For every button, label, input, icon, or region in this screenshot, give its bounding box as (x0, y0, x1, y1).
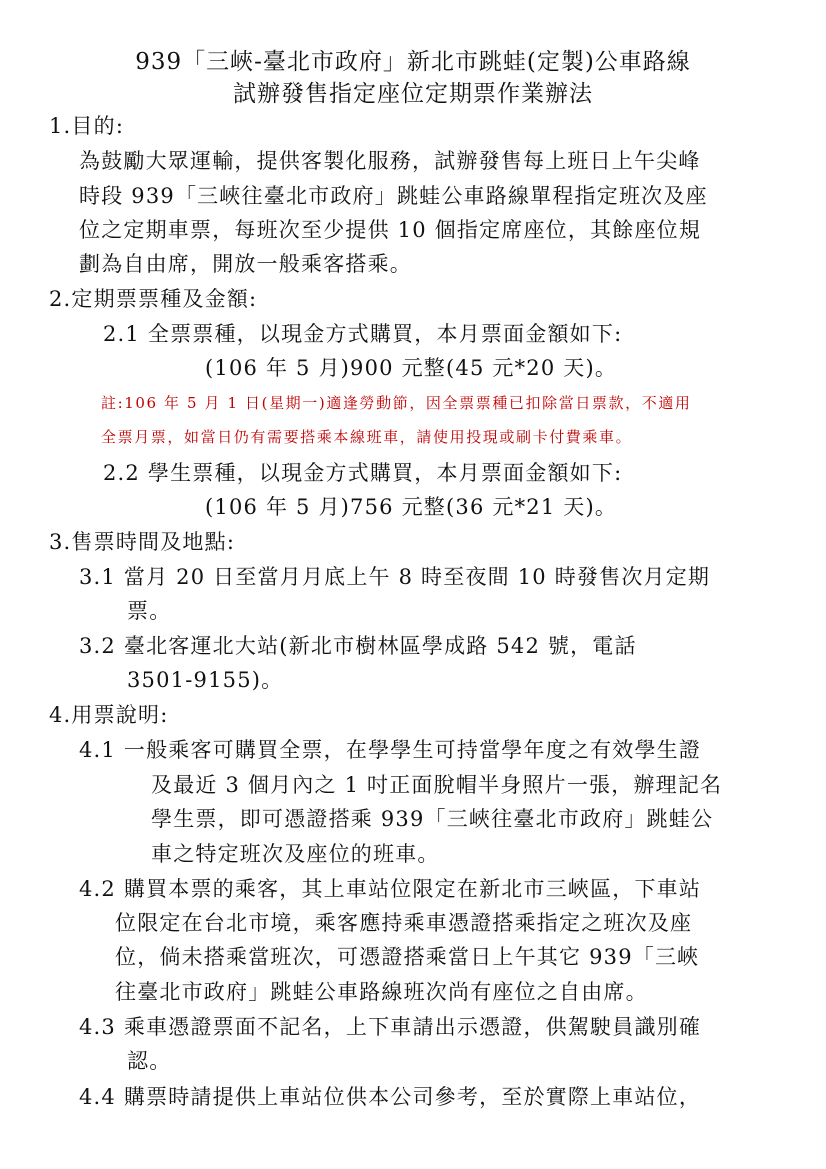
item-2-2-price: (106 年 5 月)756 元整(36 元*21 天)。 (205, 495, 618, 519)
section-1-paragraph-line-3: 位之定期車票，每班次至少提供 10 個指定席座位，其餘座位規 (79, 218, 702, 242)
section-1-paragraph-line-4: 劃為自由席，開放一般乘客搭乘。 (79, 252, 412, 276)
item-4-1-line-3: 學生票，即可憑證搭乘 939「三峽往臺北市政府」跳蛙公 (151, 807, 714, 831)
item-2-2-text: 2.2 學生票種，以現金方式購買，本月票面金額如下: (103, 461, 623, 485)
item-2-1-price: (106 年 5 月)900 元整(45 元*20 天)。 (205, 356, 618, 380)
item-4-4-line-1: 4.4 購票時請提供上車站位供本公司參考，至於實際上車站位， (79, 1085, 702, 1109)
item-4-3-line-1: 4.3 乘車憑證票面不記名，上下車請出示憑證，供駕駛員識別確 (79, 1015, 702, 1039)
item-3-1-line-1: 3.1 當月 20 日至當月月底上午 8 時至夜間 10 時發售次月定期 (79, 565, 711, 589)
item-4-2-line-4: 往臺北市政府」跳蛙公車路線班次尚有座位之自由席。 (115, 980, 648, 1004)
section-1-paragraph-line-1: 為鼓勵大眾運輸，提供客製化服務，試辦發售每上班日上午尖峰 (79, 149, 701, 173)
note-line-2: 全票月票，如當日仍有需要搭乘本線班車，請使用投現或刷卡付費乘車。 (101, 428, 633, 446)
note-line-1: 註:106 年 5 月 1 日(星期一)適逢勞動節，因全票票種已扣除當日票款，不適用 (101, 394, 692, 412)
item-4-2-line-3: 位，倘未搭乘當班次，可憑證搭乘當日上午其它 939「三峽 (115, 945, 700, 969)
item-4-1-line-1: 4.1 一般乘客可購買全票，在學學生可持當學年度之有效學生證 (79, 738, 702, 762)
item-3-2-line-2: 3501-9155)。 (127, 668, 284, 692)
section-4-heading: 4.用票說明: (49, 703, 169, 727)
item-4-1-line-2: 及最近 3 個月內之 1 吋正面脫帽半身照片一張，辦理記名 (151, 773, 723, 797)
document-title-line-1: 939「三峽-臺北市政府」新北市跳蛙(定製)公車路線 (135, 49, 691, 75)
section-3-heading: 3.售票時間及地點: (49, 530, 236, 554)
item-4-1-line-4: 車之特定班次及座位的班車。 (151, 842, 440, 866)
section-2-heading: 2.定期票票種及金額: (49, 287, 258, 311)
section-1-paragraph-line-2: 時段 939「三峽往臺北市政府」跳蛙公車路線單程指定班次及座 (79, 184, 708, 208)
section-1-heading: 1.目的: (49, 114, 125, 138)
item-4-2-line-1: 4.2 購買本票的乘客，其上車站位限定在新北市三峽區，下車站 (79, 877, 702, 901)
item-4-3-line-2: 認。 (127, 1049, 172, 1073)
document-title-line-2: 試辦發售指定座位定期票作業辦法 (233, 81, 593, 107)
item-2-1-text: 2.1 全票票種，以現金方式購買，本月票面金額如下: (103, 322, 623, 346)
item-4-2-line-2: 位限定在台北市境，乘客應持乘車憑證搭乘指定之班次及座 (115, 911, 693, 935)
item-3-2-line-1: 3.2 臺北客運北大站(新北市樹林區學成路 542 號，電話 (79, 634, 637, 658)
item-3-1-line-2: 票。 (127, 599, 172, 623)
